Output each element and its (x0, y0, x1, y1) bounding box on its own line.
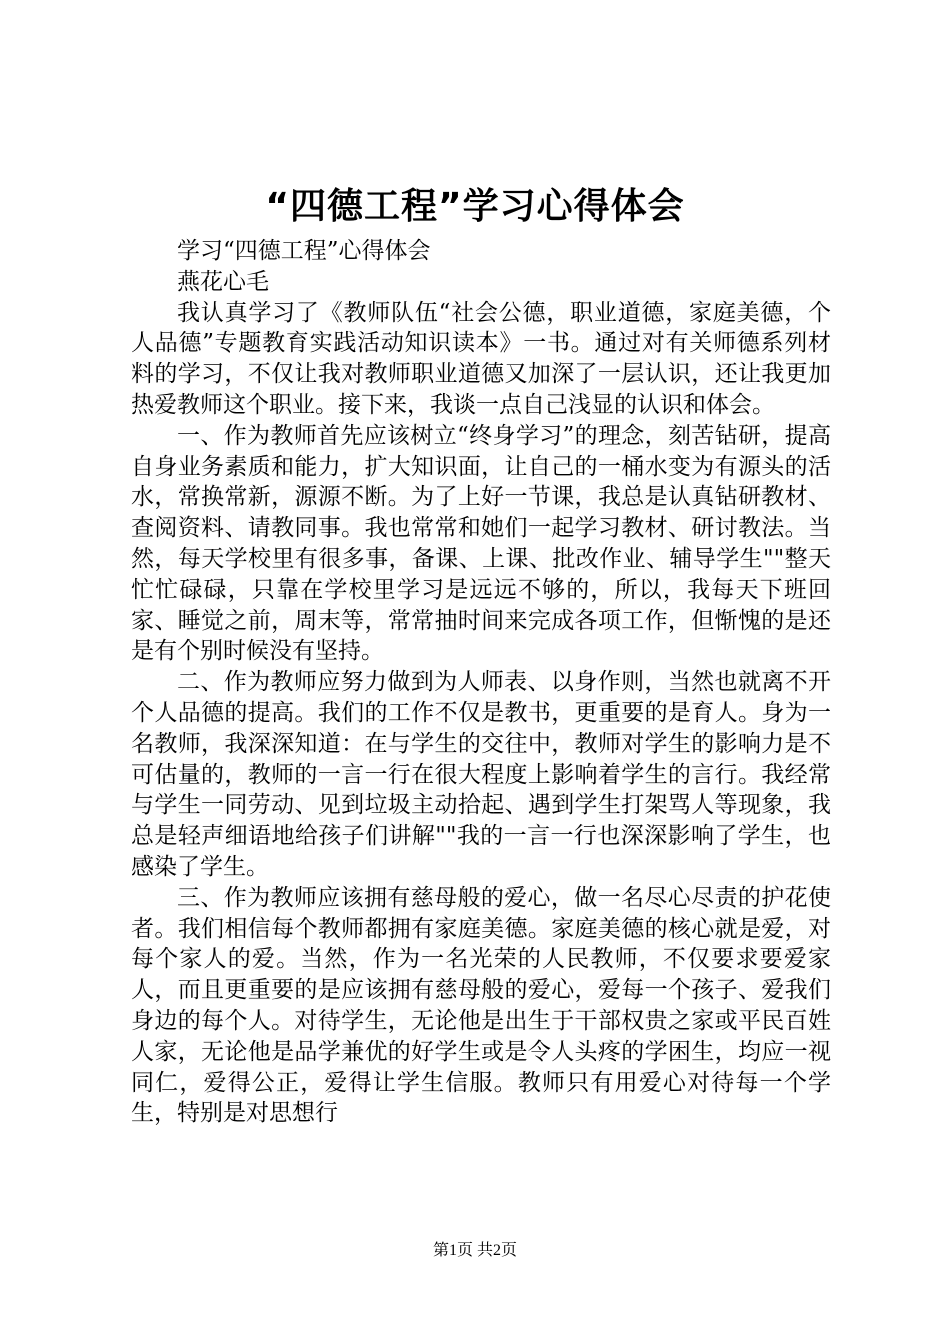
section-three-paragraph: 三、作为教师应该拥有慈母般的爱心，做一名尽心尽责的护花使者。我们相信每个教师都拥有家庭美德。家庭美德的核心就是爱，对每个家人的爱。当然，作为一名光荣的人民教师，不仅要求要爱家人，而且更重要的是应该拥有慈母般的爱心，爱每一个孩子、爱我们身边的每个人。对待学生，无论他是出生于干部权贵之家或平民百姓人家，无论他是品学兼优的好学生或是令人头疼的学困生，均应一视同仁，爱得公正，爱得让学生信服。教师只有用爱心对待每一个学生，特别是对思想行 (131, 884, 831, 1127)
section-one-paragraph: 一、作为教师首先应该树立“终身学习”的理念，刻苦钻研，提高自身业务素质和能力，扩大知识面，让自己的一桶水变为有源头的活水，常换常新，源源不断。为了上好一节课，我总是认真钻研教材、查阅资料、请教同事。我也常常和她们一起学习教材、研讨教法。当然，每天学校里有很多事，备课、上课、批改作业、辅导学生""整天忙忙碌碌，只靠在学校里学习是远远不够的，所以，我每天下班回家、睡觉之前，周末等，常常抽时间来完成各项工作，但惭愧的是还是有个别时候没有坚持。 (131, 422, 831, 665)
document-title: “四德工程”学习心得体会 (265, 186, 685, 227)
subtitle-paragraph: 学习“四德工程”心得体会 (177, 238, 431, 264)
author-paragraph: 燕花心毛 (177, 268, 269, 295)
section-two-paragraph: 二、作为教师应努力做到为人师表、以身作则，当然也就离不开个人品德的提高。我们的工作不仅是教书，更重要的是育人。身为一名教师，我深深知道：在与学生的交往中，教师对学生的影响力是不可估量的，教师的一言一行在很大程度上影响着学生的言行。我经常与学生一同劳动、见到垃圾主动拾起、遇到学生打架骂人等现象，我总是轻声细语地给孩子们讲解""我的一言一行也深深影响了学生，也感染了学生。 (131, 669, 831, 880)
intro-paragraph: 我认真学习了《教师队伍“社会公德，职业道德，家庭美德，个人品德”专题教育实践活动知识读本》一书。通过对有关师德系列材料的学习，不仅让我对教师职业道德又加深了一层认识，还让我更加热爱教师这个职业。接下来，我谈一点自己浅显的认识和体会。 (131, 299, 831, 418)
page-footer: 第1页 共2页 (432, 1242, 517, 1259)
document-body (131, 236, 831, 1129)
